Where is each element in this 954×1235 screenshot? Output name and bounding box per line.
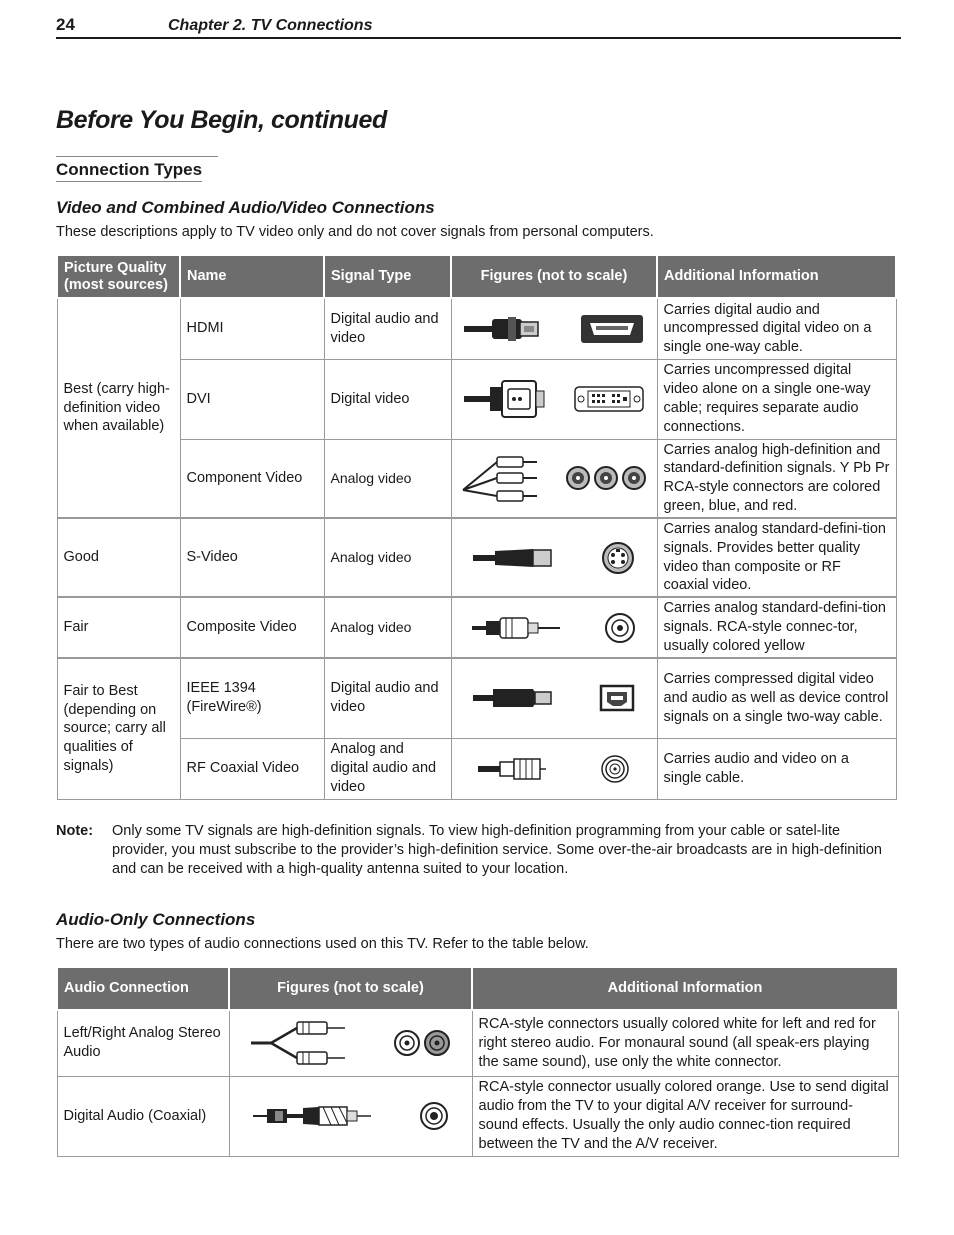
table-row [57, 738, 896, 799]
video-heading: Video and Combined Audio/Video Connections [56, 198, 435, 217]
table-row [57, 597, 896, 658]
firewire-port-icon [599, 684, 635, 712]
row-name: DVI [180, 359, 324, 439]
note-label: Note: [56, 823, 94, 839]
quality-best: Best (carry high-definition video when available) [57, 298, 180, 518]
row-name: RF Coaxial Video [180, 738, 324, 799]
stereo-rca-ports-icon [393, 1029, 451, 1057]
table-row [57, 658, 896, 738]
table-row [57, 1010, 898, 1076]
figure-cell [451, 359, 657, 439]
quality-good: Good [57, 518, 180, 597]
table-header-row [57, 255, 896, 298]
svideo-port-icon [601, 541, 635, 575]
quality-fair-to-best: Fair to Best (depending on source; carry all qualities of signals) [57, 658, 180, 799]
figure-cell [451, 298, 657, 359]
composite-connector-icon [472, 613, 562, 643]
table-row [57, 359, 896, 439]
row-info: Carries analog standard-defini-tion signals. RCA-style connec-tor, usually colored yellow [657, 597, 896, 658]
row-info: Carries compressed digital video and audio as well as device control signals on a single two-way cable. [657, 658, 896, 738]
section-title: Connection Types [56, 160, 202, 182]
col-info: Additional Information [657, 255, 896, 298]
row-info: Carries uncompressed digital video alone on a single one-way cable; requires separate audio connections. [657, 359, 896, 439]
row-signal: Analog video [324, 518, 451, 597]
audio-intro: There are two types of audio connections used on this TV. Refer to the table below. [56, 936, 589, 952]
note-text: Only some TV signals are high-definition signals. To view high-definition programming from your cable or satel-lite provider, you must subscribe to the provider’s high-definition service. Some over-the-air broadcasts are in high-definition and can be received with a high-quality antenna suited to your location. [112, 823, 882, 877]
dvi-connector-icon [464, 377, 548, 421]
figure-cell [451, 518, 657, 597]
digital-coaxial-connector-icon [253, 1103, 373, 1129]
stereo-rca-connector-icon [251, 1018, 351, 1068]
rf-coaxial-connector-icon [478, 756, 548, 782]
row-signal: Analog video [324, 439, 451, 518]
row-name: Component Video [180, 439, 324, 518]
row-info: Carries analog standard-defini-tion signals. Provides better quality video than composite or RF coaxial video. [657, 518, 896, 597]
row-signal: Analog video [324, 597, 451, 658]
audio-heading: Audio-Only Connections [56, 910, 256, 929]
hdmi-port-icon [580, 314, 644, 344]
section-rule [56, 156, 218, 157]
row-info: RCA-style connector usually colored orange. Use to send digital audio from the TV to your digital A/V receiver for surround-sound effects. Usually the only audio connec-tion required between the TV and the A/V receiver. [472, 1076, 898, 1156]
col-info: Additional Information [472, 967, 898, 1010]
row-name: Composite Video [180, 597, 324, 658]
table-row [57, 518, 896, 597]
composite-port-icon [604, 612, 636, 644]
dvi-port-icon [574, 384, 644, 414]
col-quality: Picture Quality (most sources) [57, 255, 180, 298]
digital-coaxial-port-icon [419, 1101, 449, 1131]
figure-cell [451, 597, 657, 658]
rf-coaxial-port-icon [600, 754, 630, 784]
page-title: Before You Begin, continued [56, 106, 387, 134]
row-name: Left/Right Analog Stereo Audio [57, 1010, 229, 1076]
col-audio-connection: Audio Connection [57, 967, 229, 1010]
col-figures: Figures (not to scale) [451, 255, 657, 298]
audio-connections-table [56, 966, 899, 1157]
row-signal: Analog and digital audio and video [324, 738, 451, 799]
table-header-row [57, 967, 898, 1010]
figure-cell [229, 1010, 472, 1076]
component-connector-icon [461, 450, 547, 506]
col-figures: Figures (not to scale) [229, 967, 472, 1010]
component-ports-icon [565, 464, 647, 492]
row-name: S-Video [180, 518, 324, 597]
row-signal: Digital audio and video [324, 658, 451, 738]
figure-cell [229, 1076, 472, 1156]
firewire-connector-icon [473, 683, 557, 713]
row-info: Carries analog high-definition and standard-definition signals. Y Pb Pr RCA-style connectors are colored green, blue, and red. [657, 439, 896, 518]
page-number: 24 [56, 15, 75, 34]
quality-fair: Fair [57, 597, 180, 658]
row-signal: Digital video [324, 359, 451, 439]
col-signal: Signal Type [324, 255, 451, 298]
row-info: Carries audio and video on a single cable. [657, 738, 896, 799]
row-name: IEEE 1394 (FireWire®) [180, 658, 324, 738]
chapter-title: Chapter 2. TV Connections [168, 17, 373, 34]
figure-cell [451, 738, 657, 799]
table-row [57, 298, 896, 359]
row-info: RCA-style connectors usually colored white for left and red for right stereo audio. For monaural sound (all speak-ers playing the same sound), use only the white connector. [472, 1010, 898, 1076]
row-name: HDMI [180, 298, 324, 359]
table-row [57, 1076, 898, 1156]
row-name: Digital Audio (Coaxial) [57, 1076, 229, 1156]
table-row [57, 439, 896, 518]
col-name: Name [180, 255, 324, 298]
figure-cell [451, 658, 657, 738]
hdmi-connector-icon [464, 311, 554, 347]
video-intro: These descriptions apply to TV video only and do not cover signals from personal computers. [56, 224, 654, 240]
page-header [56, 15, 901, 39]
row-info: Carries digital audio and uncompressed digital video on a single one-way cable. [657, 298, 896, 359]
svideo-connector-icon [473, 543, 557, 573]
row-signal: Digital audio and video [324, 298, 451, 359]
video-connections-table [56, 254, 897, 800]
figure-cell [451, 439, 657, 518]
